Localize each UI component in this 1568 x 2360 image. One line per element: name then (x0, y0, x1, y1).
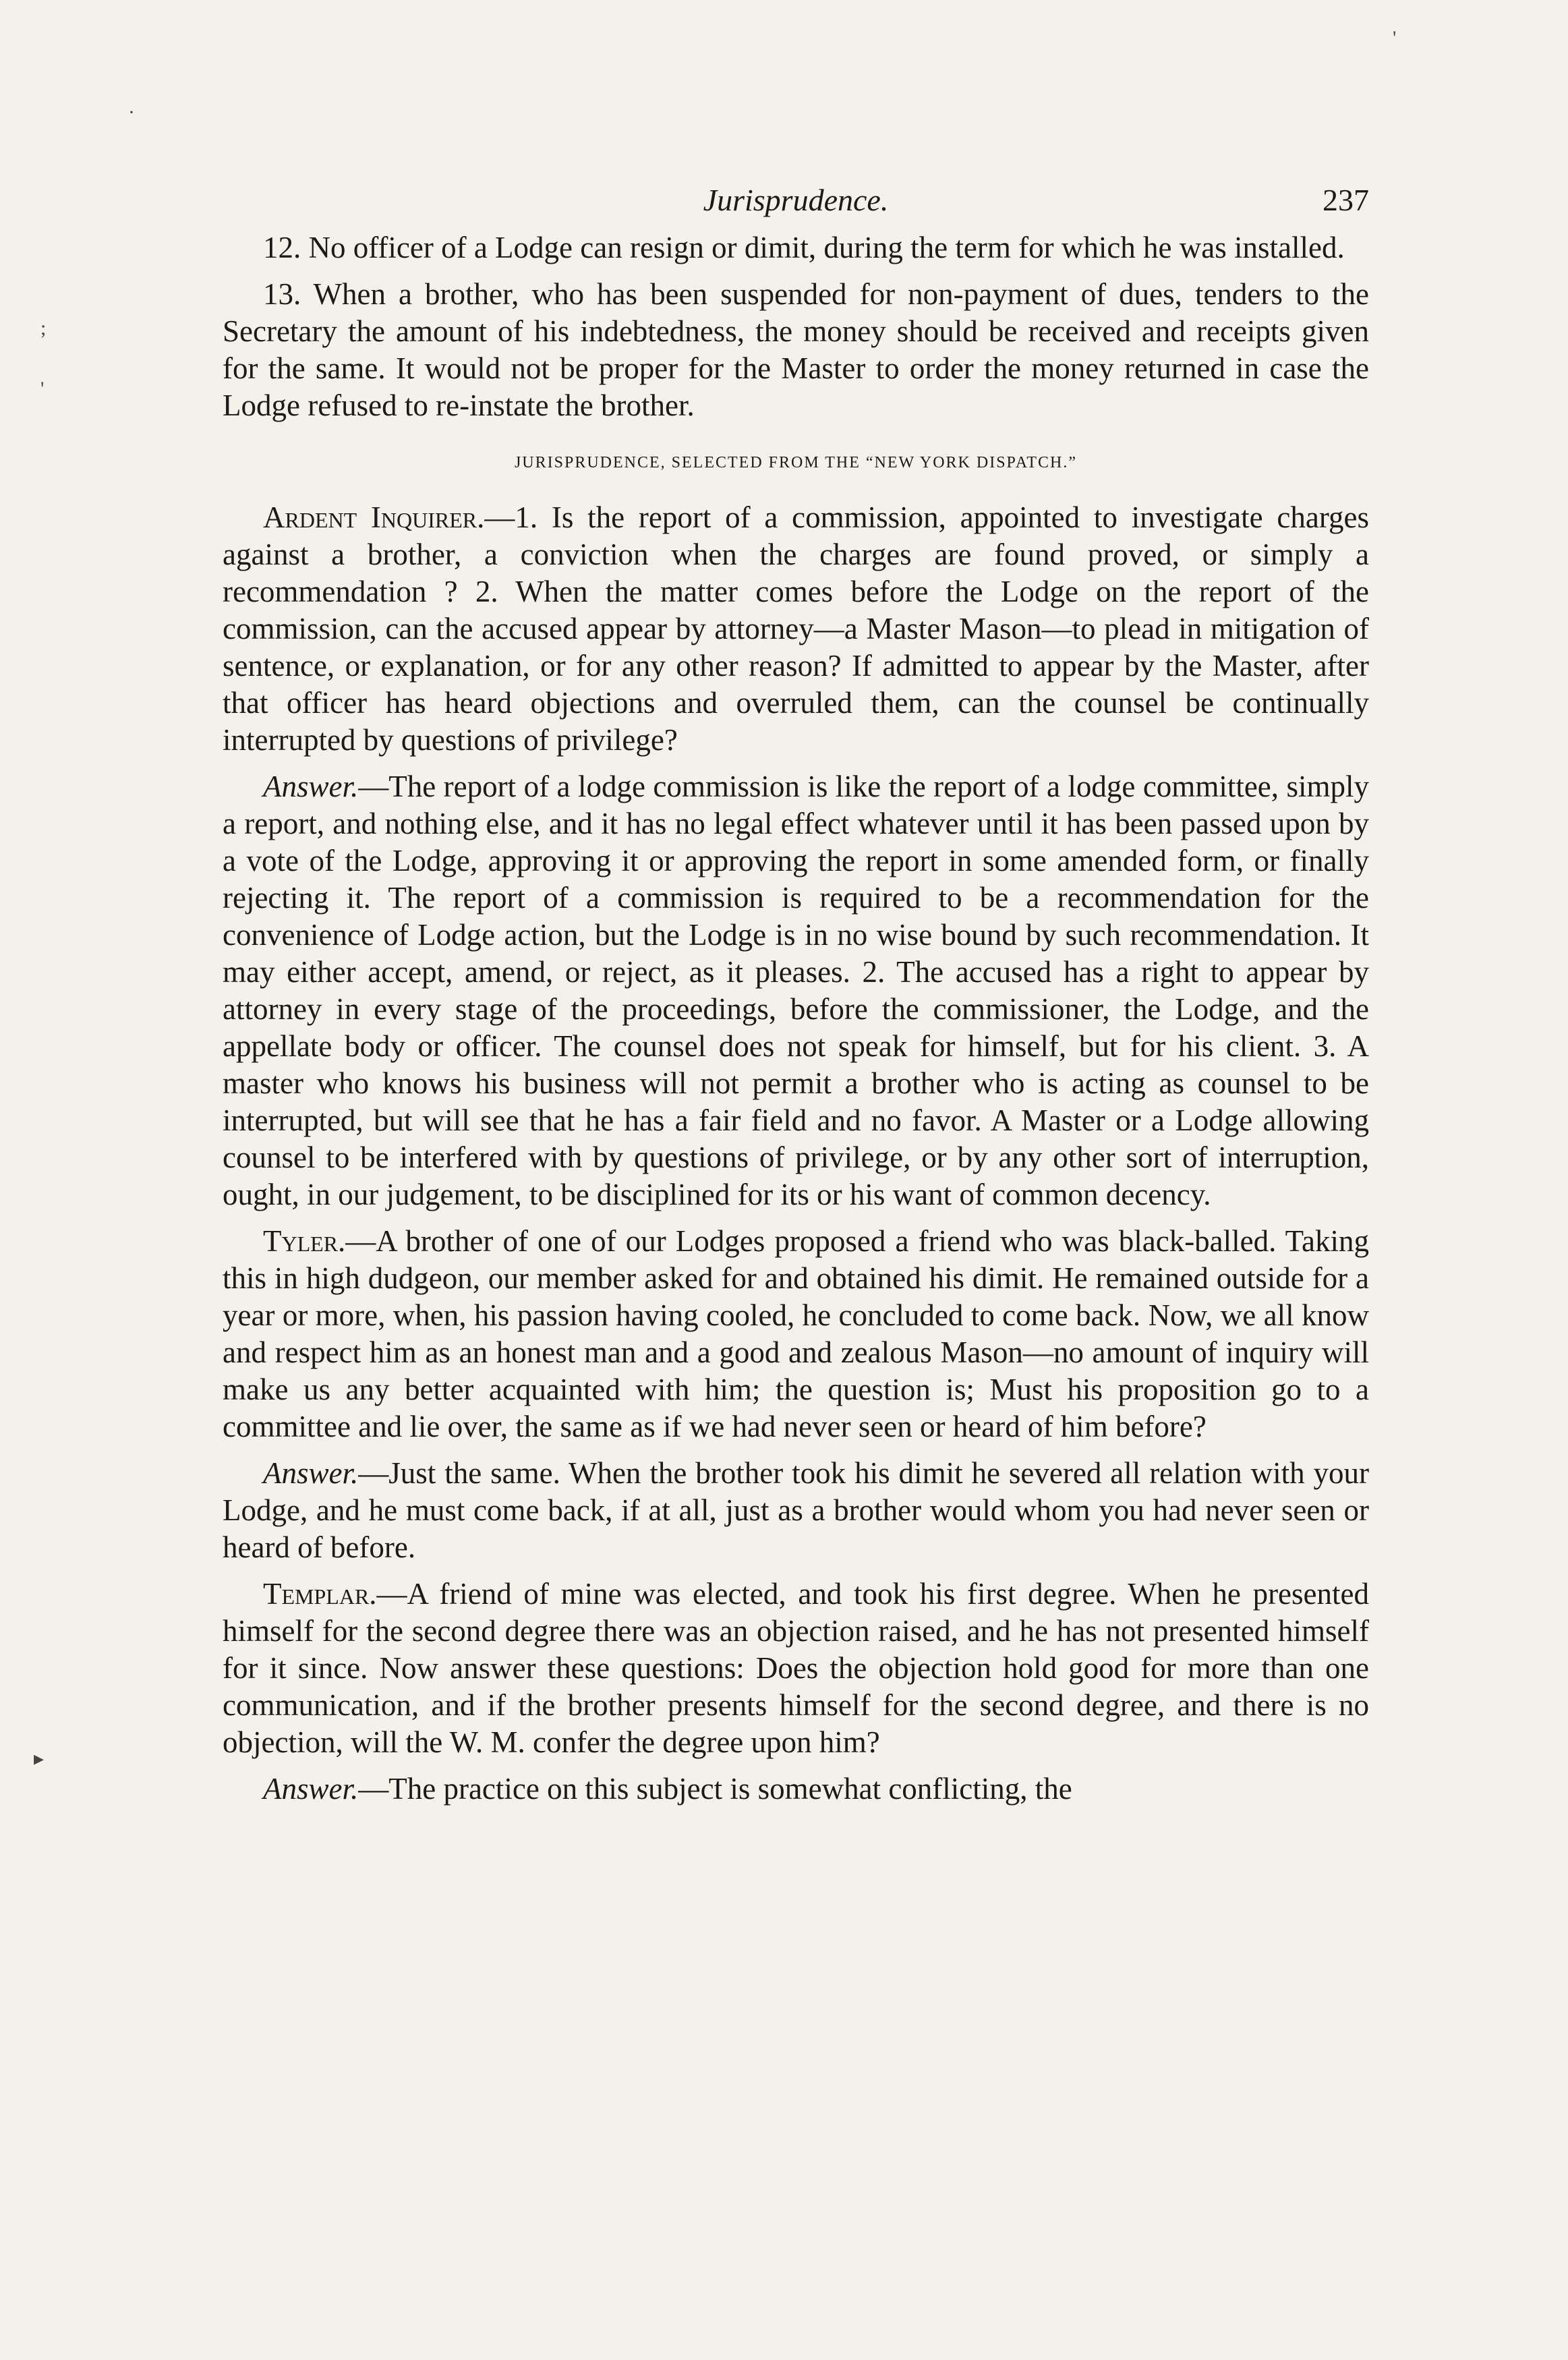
correspondent-name: Tyler. (263, 1224, 346, 1258)
answer-label: Answer. (263, 1456, 359, 1490)
running-header (223, 182, 1369, 229)
answer-paragraph (223, 1455, 1369, 1566)
numbered-paragraph: 12. No officer of a Lodge can resign or dimit, during the term for which he was installed. (263, 231, 1345, 264)
section-heading: JURISPRUDENCE, SELECTED FROM THE “NEW YORK DISPATCH.” (514, 454, 1078, 471)
running-title: Jurisprudence. (703, 183, 889, 217)
question-text: —1. Is the report of a commission, appointed to investigate charges against a brother, a conviction when the charges are found proved, or simply a recommendation ? 2. When the matter comes before the Lodge on the report of the commission, can the accused appear by attorney—a Master Mason—to plead in mitigation of sentence, or explanation, or for any other reason? If admitted to appear by the Master, after that officer has heard objections and overruled them, can the counsel be continually interrupted by questions of privilege? (223, 500, 1370, 757)
numbered-paragraph: 13. When a brother, who has been suspended for non-payment of dues, tenders to the Secretary the amount of his indebtedness, the money should be received and receipts given for the same. It would not be proper for the Master to order the money returned in case the Lodge refused to re-instate the brother. (223, 277, 1369, 422)
answer-text: —The practice on this subject is somewhat conflicting, the (358, 1772, 1072, 1806)
answer-text: —The report of a lodge commission is like the report of a lodge committee, simply a report, and nothing else, and it has no legal effect whatever until it has been passed upon by a vote of the Lodge, approving it or approving the report in some amended form, or finally rejecting it. The report of a commission is required to be a recommendation for the convenience of Lodge action, but the Lodge is in no wise bound by such recommendation. It may either accept, amend, or reject, as it pleases. 2. The accused has a right to appear by attorney in every stage of the proceedings, before the commissioner, the Lodge, and the appellate body or officer. The counsel does not speak for himself, but for his client. 3. A master who knows his business will not permit a brother who is acting as counsel to be interrupted, but will see that he has a fair field and no favor. A Master or a Lodge allowing counsel to be interfered with by questions of privilege, or by any other sort of interruption, ought, in our judgement, to be disciplined for its or his want of common decency. (223, 770, 1369, 1211)
question-text: —A friend of mine was elected, and took his first degree. When he presented himself for the second degree there was an objection raised, and he has not presented himself for it since. Now answer these questions: Does the objection hold good for more than one communication, and if the brother presents himself for the second degree, and there is no objection, will the W. M. confer the degree upon him? (223, 1577, 1369, 1759)
page-number: 237 (1323, 183, 1369, 217)
answer-paragraph (223, 768, 1369, 1213)
question-paragraph (223, 1223, 1369, 1445)
margin-mark: ; (40, 317, 47, 339)
margin-mark: ▸ (34, 1748, 45, 1770)
book-page (223, 182, 1369, 1817)
correspondent-name: Ardent Inquirer. (263, 500, 485, 534)
question-paragraph (223, 1576, 1369, 1761)
margin-mark: ' (1393, 27, 1397, 49)
answer-text: —Just the same. When the brother took his dimit he severed all relation with your Lodge, and he must come back, if at all, just as a brother would whom you had never seen or heard of before. (223, 1456, 1369, 1564)
answer-paragraph (223, 1771, 1369, 1808)
margin-mark: · (128, 101, 135, 123)
question-text: —A brother of one of our Lodges proposed a friend who was black-balled. Taking this in high dudgeon, our member asked for and obtained his dimit. He remained outside for a year or more, when, his passion having cooled, he concluded to come back. Now, we all know and respect him as an honest man and a good and zealous Mason—no amount of inquiry will make us any better acquainted with him; the question is; Must his proposition go to a committee and lie over, the same as if we had never seen or heard of him before? (223, 1224, 1369, 1443)
answer-label: Answer. (263, 1772, 359, 1806)
correspondent-name: Templar. (263, 1577, 377, 1611)
answer-label: Answer. (263, 770, 359, 803)
margin-mark: ' (40, 378, 45, 400)
question-paragraph (223, 499, 1369, 759)
